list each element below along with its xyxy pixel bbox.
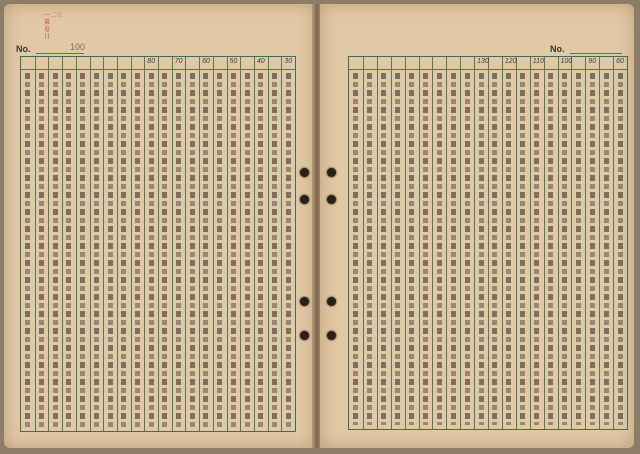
handwritten-column <box>462 73 472 425</box>
binding-hole <box>300 331 309 340</box>
handwritten-column <box>146 73 156 427</box>
handwritten-column <box>23 73 33 427</box>
column-count-number: 40 <box>256 58 265 65</box>
grid-column-rule <box>446 57 447 429</box>
handwritten-column <box>490 73 500 425</box>
handwritten-column <box>615 73 625 425</box>
binding-hole <box>327 195 336 204</box>
grid-column-rule <box>474 57 475 429</box>
handwritten-column <box>270 73 280 427</box>
grid-column-rule <box>185 57 186 431</box>
column-count-number: 100 <box>560 58 573 65</box>
grid-column-rule <box>530 57 531 429</box>
handwritten-column <box>105 73 115 427</box>
handwritten-column <box>64 73 74 427</box>
column-count-number: 50 <box>229 58 238 65</box>
handwritten-column <box>215 73 225 427</box>
grid-column-rule <box>419 57 420 429</box>
grid-column-rule <box>76 57 77 431</box>
handwritten-column <box>560 73 570 425</box>
grid-column-rule <box>391 57 392 429</box>
column-count-number: 130 <box>477 58 489 65</box>
handwritten-column <box>476 73 486 425</box>
grid-column-rule <box>131 57 132 431</box>
grid-column-rule <box>199 57 200 431</box>
handwritten-column <box>229 73 239 427</box>
handwritten-column <box>407 73 417 425</box>
stamp-line-3: 卷 <box>44 26 51 33</box>
handwritten-column <box>448 73 458 425</box>
handwritten-column <box>573 73 583 425</box>
grid-column-rule <box>227 57 228 431</box>
column-count-number: 60 <box>202 58 210 65</box>
grid-column-rule <box>117 57 118 431</box>
page-number-label: No. <box>16 44 31 54</box>
grid-column-rule <box>254 57 255 431</box>
grid-column-rule <box>571 57 572 429</box>
grid-column-rule <box>613 57 614 429</box>
column-count-number: 80 <box>147 58 156 65</box>
handwritten-column <box>546 73 556 425</box>
handwritten-column <box>37 73 47 427</box>
column-count-number: 70 <box>174 58 183 65</box>
handwritten-column <box>421 73 431 425</box>
handwritten-column <box>92 73 102 427</box>
handwritten-column <box>50 73 60 427</box>
grid-column-rule <box>144 57 145 431</box>
column-count-number: 120 <box>504 58 517 65</box>
handwritten-column <box>434 73 444 425</box>
stamp-line-4: 日 <box>44 33 51 40</box>
handwritten-column <box>393 73 403 425</box>
handwritten-column <box>365 73 375 425</box>
handwritten-column <box>201 73 211 427</box>
grid-column-rule <box>377 57 378 429</box>
handwritten-column <box>532 73 542 425</box>
handwritten-column <box>187 73 197 427</box>
grid-column-rule <box>432 57 433 429</box>
grid-column-rule <box>268 57 269 431</box>
grid-column-rule <box>544 57 545 429</box>
grid-column-rule <box>172 57 173 431</box>
page-number-value: 100 <box>70 42 86 52</box>
handwritten-column <box>379 73 389 425</box>
binding-hole <box>300 297 309 306</box>
right-page <box>320 4 634 448</box>
handwritten-column <box>601 73 611 425</box>
column-count-number: 30 <box>284 58 293 65</box>
grid-column-rule <box>599 57 600 429</box>
handwritten-column <box>78 73 88 427</box>
column-count-number: 90 <box>588 58 597 65</box>
handwritten-column <box>160 73 170 427</box>
red-stamp <box>44 12 62 40</box>
grid-column-rule <box>405 57 406 429</box>
grid-column-rule <box>240 57 241 431</box>
binding-hole <box>327 168 336 177</box>
grid-column-rule <box>103 57 104 431</box>
handwritten-column <box>119 73 129 427</box>
grid-column-rule <box>213 57 214 431</box>
grid-column-rule <box>585 57 586 429</box>
handwritten-column <box>518 73 528 425</box>
left-page <box>4 4 315 448</box>
stamp-line-2: 第 <box>44 19 51 26</box>
grid-column-rule <box>488 57 489 429</box>
handwritten-column <box>133 73 143 427</box>
handwritten-column <box>504 73 514 425</box>
grid-column-rule <box>35 57 36 431</box>
grid-column-rule <box>62 57 63 431</box>
handwritten-column <box>351 73 361 425</box>
binding-hole <box>327 331 336 340</box>
binding-hole <box>327 297 336 306</box>
handwritten-column <box>587 73 597 425</box>
page-number-underline <box>36 53 84 54</box>
handwritten-column <box>242 73 252 427</box>
grid-column-rule <box>516 57 517 429</box>
handwritten-column <box>174 73 184 427</box>
manuscript-grid-left <box>20 56 296 432</box>
handwritten-column <box>283 73 293 427</box>
column-count-number: 60 <box>616 58 624 65</box>
page-number-underline <box>570 53 622 54</box>
grid-column-rule <box>363 57 364 429</box>
grid-column-rule <box>460 57 461 429</box>
grid-column-rule <box>281 57 282 431</box>
manuscript-grid-right <box>348 56 628 430</box>
grid-column-rule <box>158 57 159 431</box>
handwritten-column <box>256 73 266 427</box>
grid-column-rule <box>502 57 503 429</box>
page-number-label: No. <box>550 44 565 54</box>
grid-column-rule <box>558 57 559 429</box>
grid-column-rule <box>48 57 49 431</box>
binding-hole <box>300 168 309 177</box>
stamp-line-1: 一二三 <box>44 12 63 19</box>
column-count-number: 110 <box>532 58 544 65</box>
binding-hole <box>300 195 309 204</box>
grid-column-rule <box>90 57 91 431</box>
